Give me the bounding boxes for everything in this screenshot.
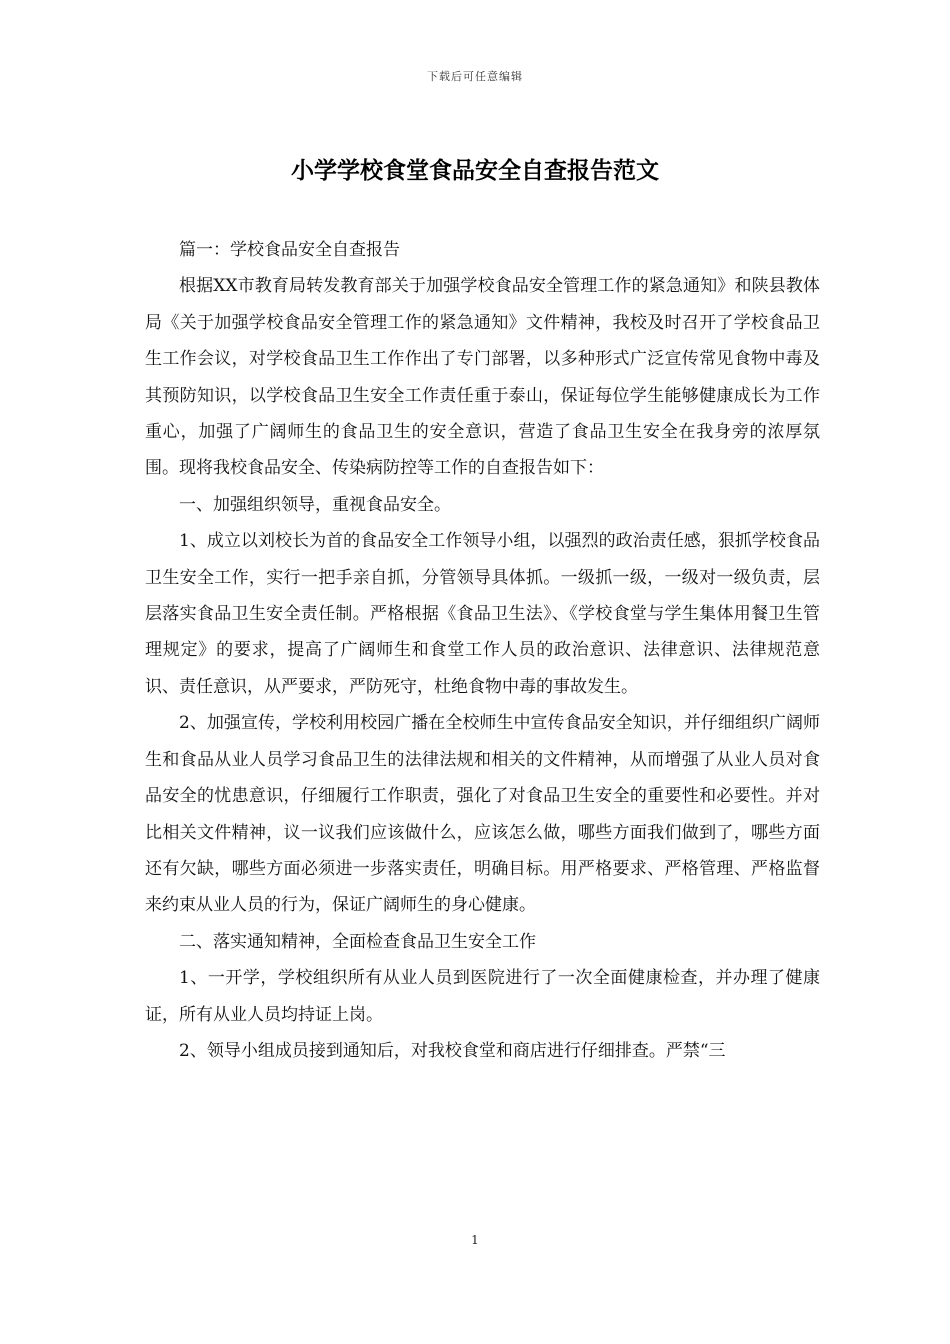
page-number: 1	[471, 1233, 479, 1247]
paragraph-item-1: 1、成立以刘校长为首的食品安全工作领导小组，以强烈的政治责任感，狠抓学校食品卫生安全工作，实行一把手亲自抓，分管领导具体抓。一级抓一级，一级对一级负责，层层落实食品卫生安全责任制。严格根据《食品卫生法》、《学校食堂与学生集体用餐卫生管理规定》的要求，提高了广阔师生和食堂工作人员的政治意识、法律意识、法律规范意识、责任意识，从严要求，严防死守，杜绝食物中毒的事故发生。	[145, 531, 820, 697]
section-heading-two: 二、落实通知精神，全面检查食品卫生安全工作	[179, 931, 536, 952]
section-heading-part-one: 篇一：学校食品安全自查报告	[179, 240, 400, 260]
paragraph-item-2-2: 2、领导小组成员接到通知后，对我校食堂和商店进行仔细排查。严禁“三	[179, 1040, 726, 1061]
section-heading-one: 一、加强组织领导，重视食品安全。	[179, 494, 451, 515]
paragraph-item-2-1: 1、一开学，学校组织所有从业人员到医院进行了一次全面健康检查，并办理了健康证，所有从业人员均持证上岗。	[145, 968, 820, 1025]
paragraph-intro: 根据XX市教育局转发教育部关于加强学校食品安全管理工作的紧急通知》和陕县教体局《关于加强学校食品安全管理工作的紧急通知》文件精神，我校及时召开了学校食品卫生工作会议，对学校食品卫生工作作出了专门部署，以多种形式广泛宣传常见食物中毒及其预防知识，以学校食品卫生安全工作责任重于泰山，保证每位学生能够健康成长为工作重心，加强了广阔师生的食品卫生的安全意识，营造了食品卫生安全在我身旁的浓厚氛围。现将我校食品安全、传染病防控等工作的自查报告如下：	[145, 276, 820, 479]
paragraph-item-2: 2、加强宣传，学校利用校园广播在全校师生中宣传食品安全知识，并仔细组织广阔师生和食品从业人员学习食品卫生的法律法规和相关的文件精神，从而增强了从业人员对食品安全的忧患意识，仔细履行工作职责，强化了对食品卫生安全的重要性和必要性。并对比相关文件精神，议一议我们应该做什么，应该怎么做，哪些方面我们做到了，哪些方面还有欠缺，哪些方面必须进一步落实责任，明确目标。用严格要求、严格管理、严格监督来约束从业人员的行为，保证广阔师生的身心健康。	[145, 713, 820, 916]
document-body	[145, 232, 820, 1069]
header-note: 下载后可任意编辑	[427, 70, 523, 83]
document-title: 小学学校食堂食品安全自查报告范文	[291, 157, 659, 184]
